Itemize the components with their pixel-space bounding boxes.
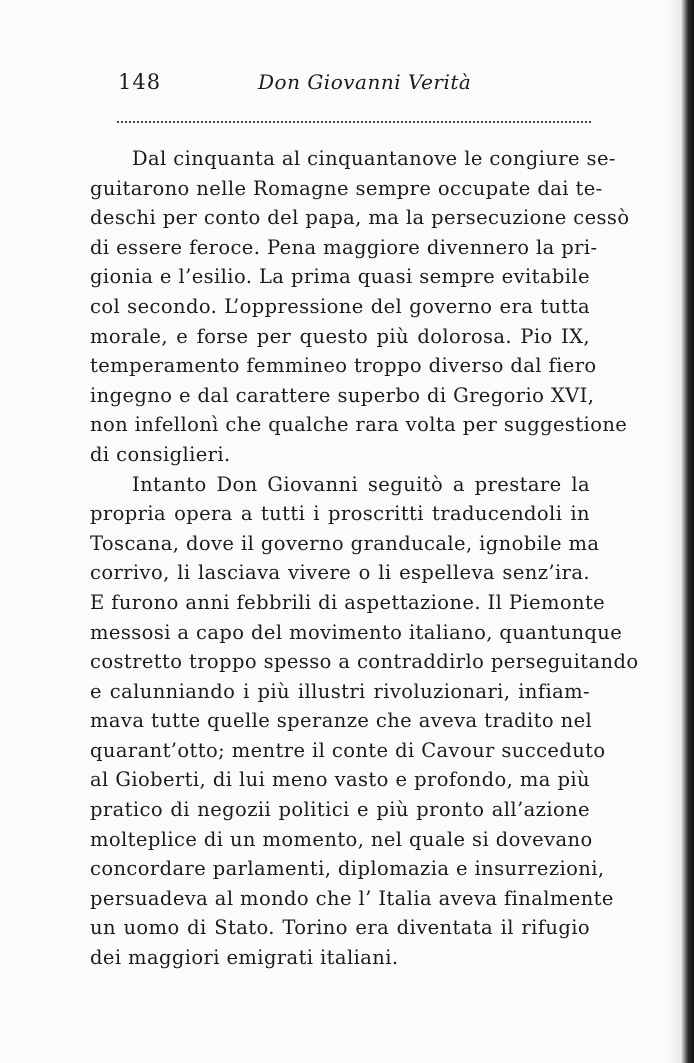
text-line: e calunniando i più illustri rivoluzionari, infiam- <box>90 679 590 703</box>
text-line: quarant’otto; mentre il conte di Cavour succeduto <box>90 738 606 762</box>
text-line: un uomo di Stato. Torino era diventata il rifugio <box>90 916 590 940</box>
text-line: messosi a capo del movimento italiano, quantunque <box>90 620 623 644</box>
text-line: morale, e forse per questo più dolorosa. Pio IX, <box>90 324 590 348</box>
page-number: 148 <box>118 70 162 94</box>
text-line: ingegno e dal carattere superbo di Gregorio XVI, <box>90 383 595 407</box>
text-line: temperamento femmineo troppo diverso dal fiero <box>90 354 597 378</box>
text-line: E furono anni febbrili di aspettazione. Il Piemonte <box>90 590 606 614</box>
paragraph-2 <box>90 470 639 973</box>
text-line: col secondo. L’oppressione del governo era tutta <box>90 294 590 318</box>
text-line: persuadeva al mondo che l’ Italia aveva finalmente <box>90 886 614 910</box>
text-line: dei maggiori emigrati italiani. <box>90 946 399 970</box>
text-line: Toscana, dove il governo granducale, ignobile ma <box>90 531 600 555</box>
text-line: molteplice di un momento, nel quale si dovevano <box>90 827 593 851</box>
text-line: di consiglieri. <box>90 442 231 466</box>
text-line: non infellonì che qualche rara volta per suggestione <box>90 413 628 437</box>
text-line: pratico di negozii politici e più pronto all’azione <box>90 798 590 822</box>
text-line: corrivo, li lasciava vivere o li espelleva senz’ira. <box>90 561 590 585</box>
running-title: Don Giovanni Verità <box>258 70 472 94</box>
header-rule <box>117 121 591 123</box>
text-line: gionia e l’esilio. La prima quasi sempre evitabile <box>90 265 590 289</box>
text-line: al Gioberti, di lui meno vasto e profondo, ma più <box>90 768 590 792</box>
page-spine-shadow <box>668 0 694 1063</box>
text-line: di essere feroce. Pena maggiore divennero la pri- <box>90 235 598 259</box>
text-line: mava tutte quelle speranze che aveva tradito nel <box>90 709 593 733</box>
text-line: guitarono nelle Romagne sempre occupate dai te- <box>90 176 603 200</box>
text-line: Dal cinquanta al cinquantanove le congiure se- <box>132 147 616 170</box>
text-line: Intanto Don Giovanni seguitò a prestare la <box>132 472 590 496</box>
text-line: deschi per conto del papa, ma la persecuzione cessò <box>90 206 630 230</box>
running-header <box>0 70 694 106</box>
text-line: concordare parlamenti, diplomazia e insurrezioni, <box>90 857 605 881</box>
paragraph-1 <box>90 144 630 470</box>
text-line: propria opera a tutti i proscritti traducendoli in <box>90 502 590 526</box>
text-line: costretto troppo spesso a contraddirlo perseguitando <box>90 650 639 674</box>
body-text <box>90 144 639 973</box>
